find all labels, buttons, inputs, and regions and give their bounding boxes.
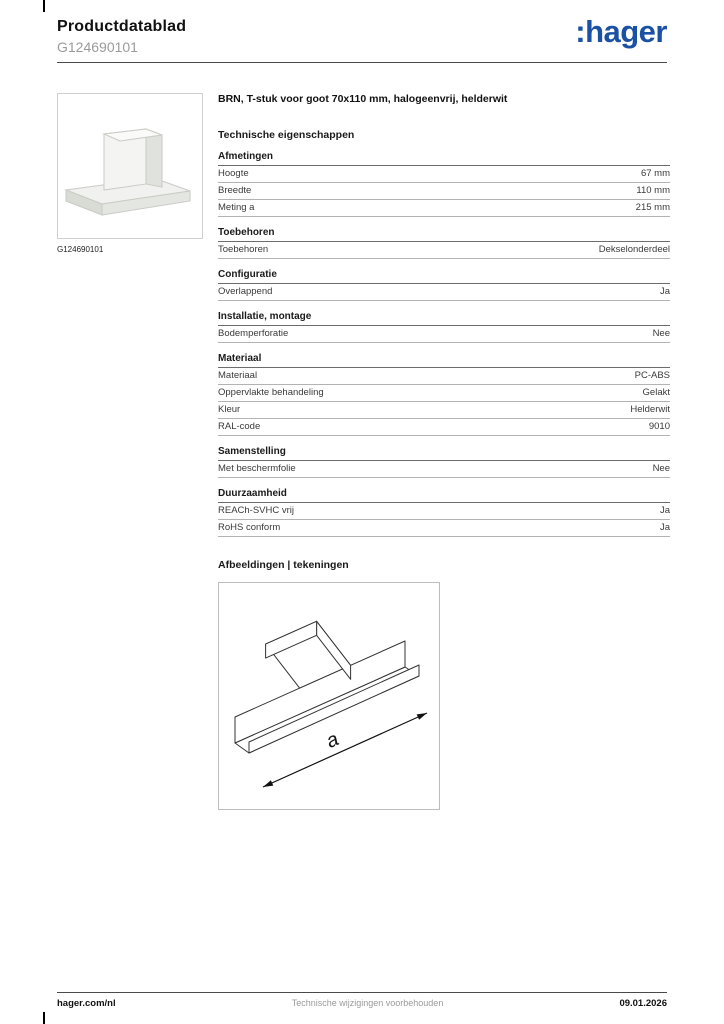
spec-value: Ja [659, 505, 670, 517]
spec-value: Ja [659, 522, 670, 534]
spec-row [218, 385, 670, 402]
spec-row [218, 368, 670, 385]
section-title: Materiaal [218, 353, 670, 368]
spec-label: Hoogte [218, 168, 249, 180]
spec-label: Breedte [218, 185, 252, 197]
section-title: Configuratie [218, 269, 670, 284]
spec-row [218, 284, 670, 301]
spec-section-installatie [218, 311, 670, 343]
technical-drawing-illustration [219, 583, 439, 809]
header-divider [57, 62, 667, 63]
spec-section-samenstelling [218, 446, 670, 478]
section-title: Installatie, montage [218, 311, 670, 326]
product-photo [57, 93, 203, 239]
spec-row [218, 419, 670, 436]
page-footer [57, 998, 667, 1009]
footer-disclaimer: Technische wijzigingen voorbehouden [291, 998, 444, 1008]
spec-row [218, 166, 670, 183]
spec-label: Materiaal [218, 370, 258, 382]
tech-specs-heading: Technische eigenschappen [218, 129, 355, 142]
page-header [57, 14, 667, 62]
spec-label: Met beschermfolie [218, 463, 296, 475]
spec-label: RAL-code [218, 421, 261, 433]
spec-label: REACh-SVHC vrij [218, 505, 295, 517]
product-title: BRN, T-stuk voor goot 70x110 mm, halogeenvrij, helderwit [218, 93, 508, 105]
spec-section-duurzaamheid [218, 488, 670, 537]
spec-value: 9010 [648, 421, 670, 433]
hager-logo: :hager [575, 14, 667, 49]
spec-row [218, 242, 670, 259]
spec-row [218, 183, 670, 200]
product-photo-caption: G124690101 [57, 245, 104, 254]
spec-row [218, 402, 670, 419]
drawings-heading: Afbeeldingen | tekeningen [218, 559, 349, 572]
document-title: Productdatablad [57, 18, 187, 35]
spec-section-afmetingen [218, 151, 670, 217]
spec-value: Nee [652, 328, 670, 340]
spec-value: Ja [659, 286, 670, 298]
spec-value: Dekselonderdeel [598, 244, 670, 256]
spec-label: RoHS conform [218, 522, 281, 534]
footer-date: 09.01.2026 [619, 998, 667, 1009]
section-title: Afmetingen [218, 151, 670, 166]
print-crop-mark-bottom [43, 1012, 45, 1024]
spec-label: Toebehoren [218, 244, 269, 256]
spec-row [218, 520, 670, 537]
spec-row [218, 200, 670, 217]
product-photo-column [57, 93, 203, 254]
spec-row [218, 326, 670, 343]
spec-section-toebehoren [218, 227, 670, 259]
section-title: Toebehoren [218, 227, 670, 242]
footer-divider [57, 992, 667, 993]
spec-value: PC-ABS [634, 370, 670, 382]
section-title: Samenstelling [218, 446, 670, 461]
spec-row [218, 503, 670, 520]
spec-value: 110 mm [636, 185, 670, 197]
spec-label: Bodemperforatie [218, 328, 289, 340]
spec-value: 67 mm [640, 168, 670, 180]
spec-row [218, 461, 670, 478]
spec-label: Overlappend [218, 286, 273, 298]
spec-label: Meting a [218, 202, 255, 214]
product-photo-illustration [58, 94, 202, 238]
spec-value: Nee [652, 463, 670, 475]
specifications-column [218, 93, 670, 810]
spec-value: 215 mm [635, 202, 670, 214]
print-crop-mark-top [43, 0, 45, 12]
dimension-label-a: a [323, 728, 343, 753]
spec-value: Helderwit [630, 404, 670, 416]
section-title: Duurzaamheid [218, 488, 670, 503]
spec-section-materiaal [218, 353, 670, 436]
spec-label: Kleur [218, 404, 241, 416]
technical-drawing [218, 582, 440, 810]
document-product-id: G124690101 [57, 39, 138, 55]
spec-section-configuratie [218, 269, 670, 301]
spec-label: Oppervlakte behandeling [218, 387, 324, 399]
spec-value: Gelakt [642, 387, 670, 399]
footer-website-link[interactable]: hager.com/nl [57, 998, 116, 1009]
